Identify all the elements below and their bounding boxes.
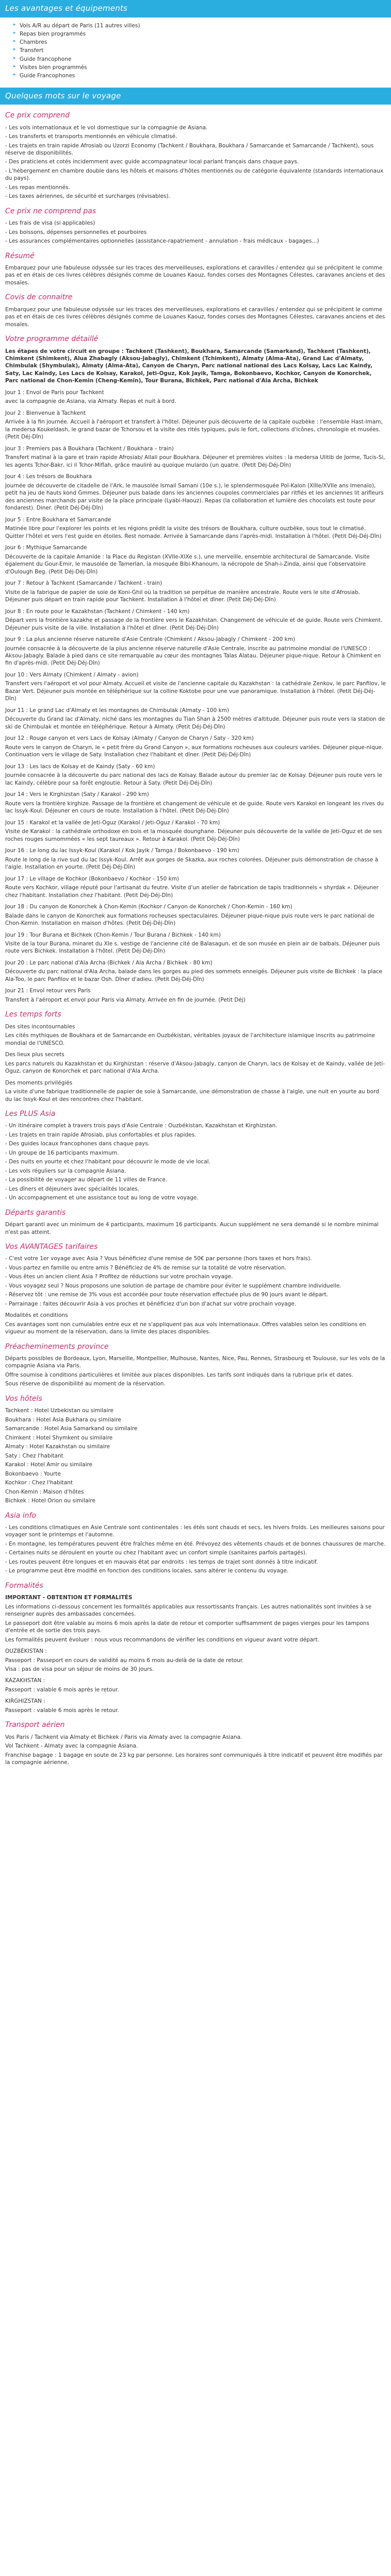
section-text: Journée consacrée à la découverte de la plus ancienne réserve naturelle d'Asie Centrale, inscrite au patrimoine mondial de l'UNESCO : Aksou-Jabagly. Balade à pied dans ce site remarquable au cœur des montagnes Talas Alatau. Déjeuner pique-nique. Retour à Chimkent en fin d'après-midi. (Petit Déj-Déj-Dîn) <box>5 645 381 667</box>
section-text: - Un itinéraire complet à travers trois pays d'Asie Centrale : Ouzbékistan, Kazakhstan et Kirghizstan. <box>5 1123 278 1129</box>
section-text: - En montagne, les températures peuvent être fraîches même en été. Prévoyez des vêtements chauds et de bonnes chaussures de marche. <box>5 1540 386 1547</box>
section-text: Des sites incontournables <box>5 1023 75 1030</box>
list-item: ▸ Repas bien programmés <box>14 30 391 38</box>
advantages-title: Les avantages et équipements <box>0 0 391 18</box>
section-text: Saty : Chez l'habitant <box>5 1452 63 1459</box>
section-text: Jour 2 : Bienvenue à Tachkent <box>5 410 86 416</box>
section-text: - Les dîners et déjeuners avec spécialités locales. <box>5 1185 140 1192</box>
section-text: Visite de Karakol : la cathédrale orthodoxe en bois et la mosquée dounghane. Déjeuner puis découverte de la vallée de Jeti-Oguz et de ses roches rouges surnommées « les sept taureaux ». Retour à Karakol. (Petit Déj-Déj-Dîn) <box>5 828 382 842</box>
section-text: Jour 18 : Du canyon de Konorchek à Chon-Kemin (Kochkor / Canyon de Konorchek / Chon-Kemin - 160 km) <box>5 904 292 910</box>
list-item: ▸ Guide Francophones <box>14 72 391 80</box>
section-text: Offre soumise à conditions particulières et limitée aux places disponibles. Les tarifs sont indiqués dans la rubrique prix et dates. <box>5 1371 353 1378</box>
section-text: Passeport : valable 6 mois après le retour. <box>5 1686 119 1693</box>
section-text: - Le programme peut être modifié en fonction des conditions locales, sans altérer le contenu du voyage. <box>5 1568 289 1574</box>
section-text: - Réservez tôt : une remise de 3% vous est accordée pour toute réservation effectuée plus de 90 jours avant le départ. <box>5 1292 329 1298</box>
section-text: Embarquez pour une fabuleuse odyssée sur les traces des merveilleuses, explorations et caravilles / entendez qui se précipitent le comme pas et en étais de ces livres célèbres désignés comme de Louanes Kaouz, fondes corses des Montagnes Célestes, caravanes anciens et des mosaïes. <box>5 264 385 286</box>
section-text: - Les frais de visa (si applicables) <box>5 220 95 227</box>
section-text: Transfert vers l'aéroport et vol pour Almaty. Accueil et visite de l'ancienne capitale du Kazakhstan : la cathédrale Zenkov, le parc Panfilov, le Bazar Vert. Déjeuner puis montée en téléphérique sur la colline Koktobe pour une vue panoramique. Installation à l'hôtel. (Petit Déj-Déj-Dîn) <box>5 681 386 702</box>
section-text: - Les transferts et transports mentionnés en véhicule climatisé. <box>5 133 177 140</box>
section-text: Des lieux plus secrets <box>5 1052 64 1058</box>
section-text: - Les repas mentionnés. <box>5 184 70 191</box>
section-text: - Des nuits en yourte et chez l'habitant pour découvrir le mode de vie local. <box>5 1159 210 1165</box>
section-text: Jour 4 : Les trésors de Boukhara <box>5 473 92 480</box>
section-heading: Résumé <box>5 251 35 260</box>
section-text: Sous réserve de disponibilité au moment de la réservation. <box>5 1381 166 1387</box>
section-text: Jour 7 : Retour à Tachkent (Samarcande / Tachkent - train) <box>5 580 162 587</box>
section-text: Ces avantages sont non cumulables entre eux et ne s'appliquent pas aux vols internationaux. Offres valables selon les conditions en vigueur au moment de la réservation, dans la limite des places disponibles. <box>5 1321 366 1335</box>
section-text: - Parrainage : faites découvrir Asia à vos proches et bénéficiez d'un bon d'achat sur votre prochain voyage. <box>5 1300 297 1307</box>
section-text: Bokonbaevo : Yourte <box>5 1470 61 1477</box>
section-text: Vol Tachkent - Almaty avec la compagnie Asiana. <box>5 1743 138 1750</box>
section-text: Départs possibles de Bordeaux, Lyon, Marseille, Montpellier, Mulhouse, Nantes, Nice, Pau, Rennes, Strasbourg et Toulouse, sur les vols de la compagnie Asiana via Paris. <box>5 1355 385 1369</box>
section-heading: Ce prix ne comprend pas <box>5 207 96 215</box>
section-text: - Les boissons, dépenses personnelles et pourboires <box>5 229 147 235</box>
list-item: ▸ Chambres <box>14 38 391 46</box>
section-heading: Départs garantis <box>5 1208 66 1217</box>
section-text: - Des guides locaux francophones dans chaque pays. <box>5 1141 150 1147</box>
section-text: Embarquez pour une fabuleuse odyssée sur les traces des merveilleuses, explorations et caravilles / entendez qui se précipitent le comme pas et en étais de ces livres célèbres désignés comme de Louanes Kaouz, fondes corses des Montagnes Célestes, caravanes anciens et des mosaïes. <box>5 306 385 328</box>
section-text: Les informations ci-dessous concernent les formalités applicables aux ressortissants français. Les autres nationalités sont invitées à se renseigner auprès des ambassades concernées. <box>5 1603 372 1618</box>
section-text: KAZAKHSTAN : <box>5 1677 45 1684</box>
section-text: - Un accompagnement et une assistance tout au long de votre voyage. <box>5 1195 199 1201</box>
section-text: Jour 16 : Le long du lac Issyk-Koul (Karakol / Kok Jayik / Tamga / Bokonbaevo - 190 km) <box>5 848 239 854</box>
section-text: Jour 21 : Envol retour vers Paris <box>5 988 91 994</box>
list-item: ▸ Visites bien programmés <box>14 63 391 72</box>
section-text: Jour 8 : En route pour le Kazakhstan (Tachkent / Chimkent - 140 km) <box>5 608 190 615</box>
section-text: - L'hébergement en chambre double dans les hôtels et maisons d'hôtes mentionnés ou de catégorie équivalente (standards internationaux du pays). <box>5 167 384 182</box>
section-heading: Préacheminements province <box>5 1342 109 1351</box>
section-text: Jour 12 : Rouge canyon et vers Lacs de Kolsay (Almaty / Canyon de Charyn / Saty - 320 km) <box>5 735 254 742</box>
section-text: - Un groupe de 16 participants maximum. <box>5 1149 119 1156</box>
section-text: Balade dans le canyon de Konorchek aux formations rocheuses spectaculaires. Déjeuner pique-nique puis route vers le parc national de Chon-Kemin. Installation en maison d'hôtes. (Petit Déj-Déj-Dîn) <box>5 912 374 927</box>
section-text: Départ garanti avec un minimum de 4 participants, maximum 16 participants. Aucun supplément ne sera demandé si le nombre minimal n'est pas atteint. <box>5 1222 379 1235</box>
section-text: Journée consacrée à la découverte du parc national des lacs de Kolsay. Balade autour du premier lac de Kolsay. Déjeuner puis route vers le lac Kaindy, célèbre pour sa forêt engloutie. Retour à Saty. (Petit Déj-Déj-Dîn) <box>5 772 382 786</box>
section-text: - Les vols internationaux et le vol domestique sur la compagnie de Asiana. <box>5 124 208 131</box>
section-text: Les formalités peuvent évoluer : nous vous recommandons de vérifier les conditions en vigueur avant votre départ. <box>5 1636 319 1643</box>
section-text: Le passeport doit être valable au moins 6 mois après la date de retour et comporter suffisamment de pages vierges pour les tampons d'entrée et de sortie des trois pays. <box>5 1620 369 1634</box>
section-text: Almaty : Hotel Kazakhstan ou similaire <box>5 1444 110 1450</box>
section-text: Découverte du parc national d'Ala Archa, balade dans les gorges au pied des sommets enneigés. Déjeuner puis visite de Bichkek : la place Ala-Too, le parc Panfilov et le bazar Osh. Dîner d'adieu. (Petit Déj-Déj-Dîn) <box>5 969 382 982</box>
section-text: Les cités mythiques de Boukhara et de Samarcande en Ouzbékistan, véritables joyaux de l'architecture islamique inscrits au patrimoine mondial de l'UNESCO. <box>5 1032 375 1046</box>
section-text: Route vers le canyon de Charyn, le « petit frère du Grand Canyon », aux formations rocheuses aux couleurs variées. Déjeuner pique-nique. Continuation vers le village de Saty. Installation chez l'habitant et dîner. (Petit Déj-Déj-Dîn) <box>5 744 384 758</box>
section-text: - C'est votre 1er voyage avec Asia ? Vous bénéficiez d'une remise de 50€ par personne (hors taxes et hors frais). <box>5 1256 312 1262</box>
section-text: Jour 13 : Les lacs de Kolsay et de Kaindy (Saty - 60 km) <box>5 763 155 770</box>
section-text: Boukhara : Hotel Asia Bukhara ou similaire <box>5 1416 121 1423</box>
section-text: Passeport : valable 6 mois après le retour. <box>5 1707 119 1714</box>
section-text: Bichkek : Hotel Orion ou similaire <box>5 1498 95 1504</box>
section-text: - Les routes peuvent être longues et en mauvais état par endroits : les temps de trajet sont donnés à titre indicatif. <box>5 1558 318 1565</box>
section-text: - Des praticiens et cotés incidemment avec guide accompagnateur local parlant français dans chaque pays. <box>5 159 299 165</box>
section-heading: Asia info <box>5 1511 37 1520</box>
section-text: Visa : pas de visa pour un séjour de moins de 30 jours. <box>5 1666 154 1672</box>
section-heading: Formalités <box>5 1581 43 1590</box>
list-item: ▸ Vols A/R au départ de Paris (11 autres villes) <box>14 22 391 30</box>
section-text: IMPORTANT - OBTENTION ET FORMALITÉS <box>5 1595 133 1601</box>
section-text: Jour 6 : Mythique Samarcande <box>5 545 87 551</box>
section-text: Les parcs naturels du Kazakhstan et du Kirghizstan : réserve d'Aksou-Jabagly, canyon de Charyn, lacs de Kolsay et de Kaindy, vallée de Jeti-Oguz, canyon de Konorchek et parc national d'Ala Archa. <box>5 1060 385 1075</box>
section-text: - Vous êtes un ancien client Asia ? Profitez de réductions sur votre prochain voyage. <box>5 1274 233 1280</box>
section-text: Visite de la tour Burana, minaret du XIe s. vestige de l'ancienne cité de Balasagun, et de son musée en plein air de balbals. Déjeuner puis route vers Bichkek. Installation à l'hôtel. (Petit Déj-Déj-Dîn) <box>5 941 380 955</box>
section-text: Jour 9 : La plus ancienne réserve naturelle d'Asie Centrale (Chimkent / Aksou-Jabagly / Chimkent - 200 km) <box>5 636 296 643</box>
section-text: KIRGHIZSTAN : <box>5 1698 45 1705</box>
section-text: OUZBÉKISTAN : <box>5 1648 47 1655</box>
list-item: ▸ Guide francophone <box>14 55 391 63</box>
section-text: Kochkor : Chez l'habitant <box>5 1480 73 1486</box>
section-text: - Certaines nuits se déroulent en yourte ou chez l'habitant avec un confort simple (sanitaires parfois partagés). <box>5 1550 307 1556</box>
main-title: Quelques mots sur le voyage <box>0 88 391 105</box>
section-text: Passeport : Passeport en cours de validité au moins 6 mois au-delà de la date de retour. <box>5 1657 244 1664</box>
section-text: Transfert à l'aéroport et envol pour Paris via Almaty. Arrivée en fin de journée. (Petit Déj) <box>5 996 246 1003</box>
section-text: Jour 19 : Tour Burana et Bichkek (Chon-Kemin / Tour Burana / Bichkek - 140 km) <box>5 931 221 938</box>
section-text: Jour 3 : Premiers pas à Boukhara (Tachkent / Boukhara – train) <box>5 445 174 452</box>
trip-details <box>0 111 391 1766</box>
section-text: - Les trajets en train rapide Afrosiab ou Uzorzi Economy (Tachkent / Boukhara, Boukhara / Samarcande et Samarcande / Tachkent), sous réserve de disponibilités. <box>5 142 374 156</box>
section-text: Journée de découverte de citadelle de l'Ark, le mausolée Ismail Samani (10e s.), le splendermosquée Poï-Kalon (XIIIe/XVIIe ans lmenaïo), petit ha jeu de hauts kond Gmmes. Déjeuner puis balade dans les anciennes coupoles commerciales par ritfiés et les anciennes lit arifleurs des anciennes marchands par visite de la place principale (Lyabi-Haouz). Repas (la collaboration et lumière des chocolats est toute pour fondarest). Diner. (Petit Déj-Déj-Dîn) <box>5 482 384 512</box>
section-text: - Les assurances complémentaires optionnelles (assistance-rapatriement - annulation - frais médicaux - bagages...) <box>5 238 319 245</box>
section-text: - Vous voyagez seul ? Nous proposons une solution de partage de chambre pour éviter le supplément chambre individuelle. <box>5 1282 341 1289</box>
section-text: avec la compagnie de Asiana, via Almaty. Repas et nuit à bord. <box>5 398 176 405</box>
section-text: Jour 20 : Le parc national d'Ala Archa (Bichkek / Ala Archa / Bichkek - 80 km) <box>5 959 213 966</box>
section-text: Matinée libre pour l'explorer les points et les régions prédit la visite des trésors de Boukhara, culture ouzbèke, sous tout le climatisé. Quitter l'hôtel et vers l'est guide en étoiles. Rest nomade. Arrivée à Samarcande dans l'après-midi. Installation à l'hôtel. (Petit Déj-Déj-Dîn) <box>5 526 382 539</box>
section-text: Modalités et conditions <box>5 1312 68 1319</box>
section-heading: Ce prix comprend <box>5 111 70 120</box>
section-text: Départ vers la frontière kazakhe et passage de la frontière vers le Kazakhstan. Changement de véhicule et de guide. Route vers Chimkent. Déjeuner puis visite de la ville. Installation à l'hôtel et dîner. (Petit Déj-Déj-Dîn) <box>5 617 383 631</box>
section-text: Transfert matinal à la gare et train rapide Afrosiab/ Allali pour Boukhara. Déjeuner et premières visites : la medersa Ulitib de Jorme, Tucis-Si, les agents Tchor-Bakr, ici il Tchor-Miflah, grâce mauliré au quoique mulardo (un quatre. (Petit Déj-Déj-Dîn) <box>5 454 385 468</box>
section-heading: Les PLUS Asia <box>5 1110 56 1118</box>
section-text: Chimkent : Hotel Shymkent ou similaire <box>5 1434 113 1441</box>
section-heading: Vos hôtels <box>5 1394 42 1403</box>
section-text: Samarcande : Hotel Asia Samarkand ou similaire <box>5 1426 138 1432</box>
section-text: Karakol : Hotel Amir ou similaire <box>5 1462 93 1468</box>
section-text: - Les conditions climatiques en Asie Centrale sont continentales : les étés sont chauds et secs, les hivers froids. Les meilleures saisons pour voyager sont le printemps et l'automne. <box>5 1524 385 1538</box>
section-text: Jour 14 : Vers le Kirghizstan (Saty / Karakol - 290 km) <box>5 791 149 798</box>
section-text: Découverte de la capitale Amanide : la Place du Registan (XVIIe-XIXe s.), une merveille, ensemble architectural de Samarcande. Visite également du Gour-Emir, le mausolée de Tamerlan, la mosquée Bibi-Khanoum, la nécropole de Shah-i-Zinda, ainsi que l'observatoire d'Oulough Beg. (Petit Déj-Déj-Dîn) <box>5 553 370 575</box>
section-text: Jour 15 : Karakol et la vallée de Jeti-Oguz (Karakol / Jeti-Oguz / Karakol - 70 km) <box>5 819 220 826</box>
section-text: Des moments privilégiés <box>5 1079 73 1086</box>
section-text: - Les taxes aériennes, de sécurité et surcharges (révisables). <box>5 193 170 200</box>
section-text: Jour 1 : Envol de Paris pour Tachkent <box>5 389 104 396</box>
section-heading: Vos AVANTAGES tarifaires <box>5 1243 98 1251</box>
section-text: Route vers la frontière kirghize. Passage de la frontière et changement de véhicule et de guide. Route vers Karakol en longeant les rives du lac Issyk-Koul. Déjeuner en cours de route. Installation à l'hôtel. (Petit Déj-Déj-Dîn) <box>5 800 384 815</box>
section-text: Tachkent : Hotel Uzbekistan ou similaire <box>5 1408 113 1414</box>
section-heading: Les temps forts <box>5 1010 61 1019</box>
section-text: La visite d'une fabrique traditionnelle de papier de soie à Samarcande, une démonstration de chasse à l'aigle, une nuit en yourte au bord du lac Issyk-Koul et des rencontres chez l'habitant. <box>5 1089 379 1103</box>
section-heading: Covis de connaitre <box>5 293 73 302</box>
section-text: Arrivée à la fin journée. Accueil à l'aéroport et transfert à l'hôtel. Déjeuner puis découverte de la capitale ouzbèke : l'ensemble Hast-Imam, la medersa Koukeldash, le grand bazar de Tchorsou et la visite des rités typiques, puis le fort, collections d'icônes, chronologie et musées. (Petit Déj-Dîn) <box>5 419 383 440</box>
section-text: Les étapes de votre circuit en groupe : Tachkent (Tashkent), Boukhara, Samarcande (Samarkand), Tachkent (Tashkent), Chimkent (Shimkent), Alua Zhabagly (Aksou-Jabagly), Chimkent (Tchimkent), Almaty (Alma-Ata), Grand Lac d'Almaty, Chimbulak (Shymbulak), Almaty (Alma-Ata), Canyon de Charyn, Parc national national des Lacs Kolsay, Lacs Lac Kaindy, Saty, Lac Kaindy, Les Lacs de Kolsay, Karakol, Jeti-Oguz, Kok Jayik, Tamga, Bokonbaevo, Kochkor, Canyon de Konorchek, Parc national de Chon-Kemin (Cheng-Kemin), Tour Burana, Bichkek, Parc national d'Ala Archa, Bichkek <box>5 348 373 384</box>
section-text: - La possibilité de voyager au départ de 11 villes de France. <box>5 1177 168 1183</box>
section-text: Vos Paris / Tachkent via Almaty et Bichkek / Paris via Almaty avec la compagnie Asiana. <box>5 1734 242 1740</box>
section-text: Jour 11 : Le grand Lac d'Almaty et les montagnes de Chimbulak (Almaty - 100 km) <box>5 707 229 714</box>
section-text: Route le long de la rive sud du lac Issyk-Koul. Arrêt aux gorges de Skazka, aux roches colorées. Déjeuner puis démonstration de chasse à l'aigle. Installation en yourte. (Petit Déj-Déj-Dîn) <box>5 856 379 871</box>
section-text: Jour 5 : Entre Boukhara et Samarcande <box>5 516 111 523</box>
section-text: - Les trajets en train rapide Afrosiab, plus confortables et plus rapides. <box>5 1131 197 1138</box>
section-text: Route vers Kochkor, village réputé pour l'artisanat du feutre. Visite d'un atelier de fabrication de tapis traditionnels « shyrdak ». Déjeuner chez l'habitant. Installation chez l'habitant. (Petit Déj-Déj-Dîn) <box>5 885 379 899</box>
section-text: Visite de la fabrique de papier de soie de Koni-Ghil où la tradition se perpétue de manière ancestrale. Route vers le site d'Afrosiab. Déjeuner puis départ en train rapide pour Tachkent. Installation à l'hôtel et dîner. (Petit Déj-Déj-Dîn) <box>5 589 360 603</box>
section-text: Franchise bagage : 1 bagage en soute de 23 kg par personne. Les horaires sont communiqués à titre indicatif et peuvent être modifiés par la compagnie aérienne. <box>5 1752 383 1766</box>
section-text: Chon-Kemin : Maison d'hôtes <box>5 1488 84 1495</box>
section-text: - Vous partez en famille ou entre amis ? Bénéficiez de 4% de remise sur la totalité de votre réservation. <box>5 1264 286 1271</box>
section-text: Découverte du Grand lac d'Almaty, niché dans les montagnes du Tian Shan à 2500 mètres d'altitude. Déjeuner puis route vers la station de ski de Chimbulak et montée en téléphérique. Retour à Almaty. (Petit Déj-Déj-Dîn) <box>5 716 385 730</box>
section-text: Jour 17 : Le village de Kochkor (Bokonbaevo / Kochkor - 150 km) <box>5 875 180 882</box>
list-item: ▸ Transfert <box>14 46 391 55</box>
section-heading: Votre programme détaillé <box>5 335 99 344</box>
section-text: - Les vols réguliers sur la compagnie Asiana. <box>5 1167 126 1174</box>
section-heading: Transport aérien <box>5 1721 65 1730</box>
section-text: Jour 10 : Vers Almaty (Chimkent / Almaty - avion) <box>5 671 139 678</box>
advantages-list <box>0 22 391 80</box>
